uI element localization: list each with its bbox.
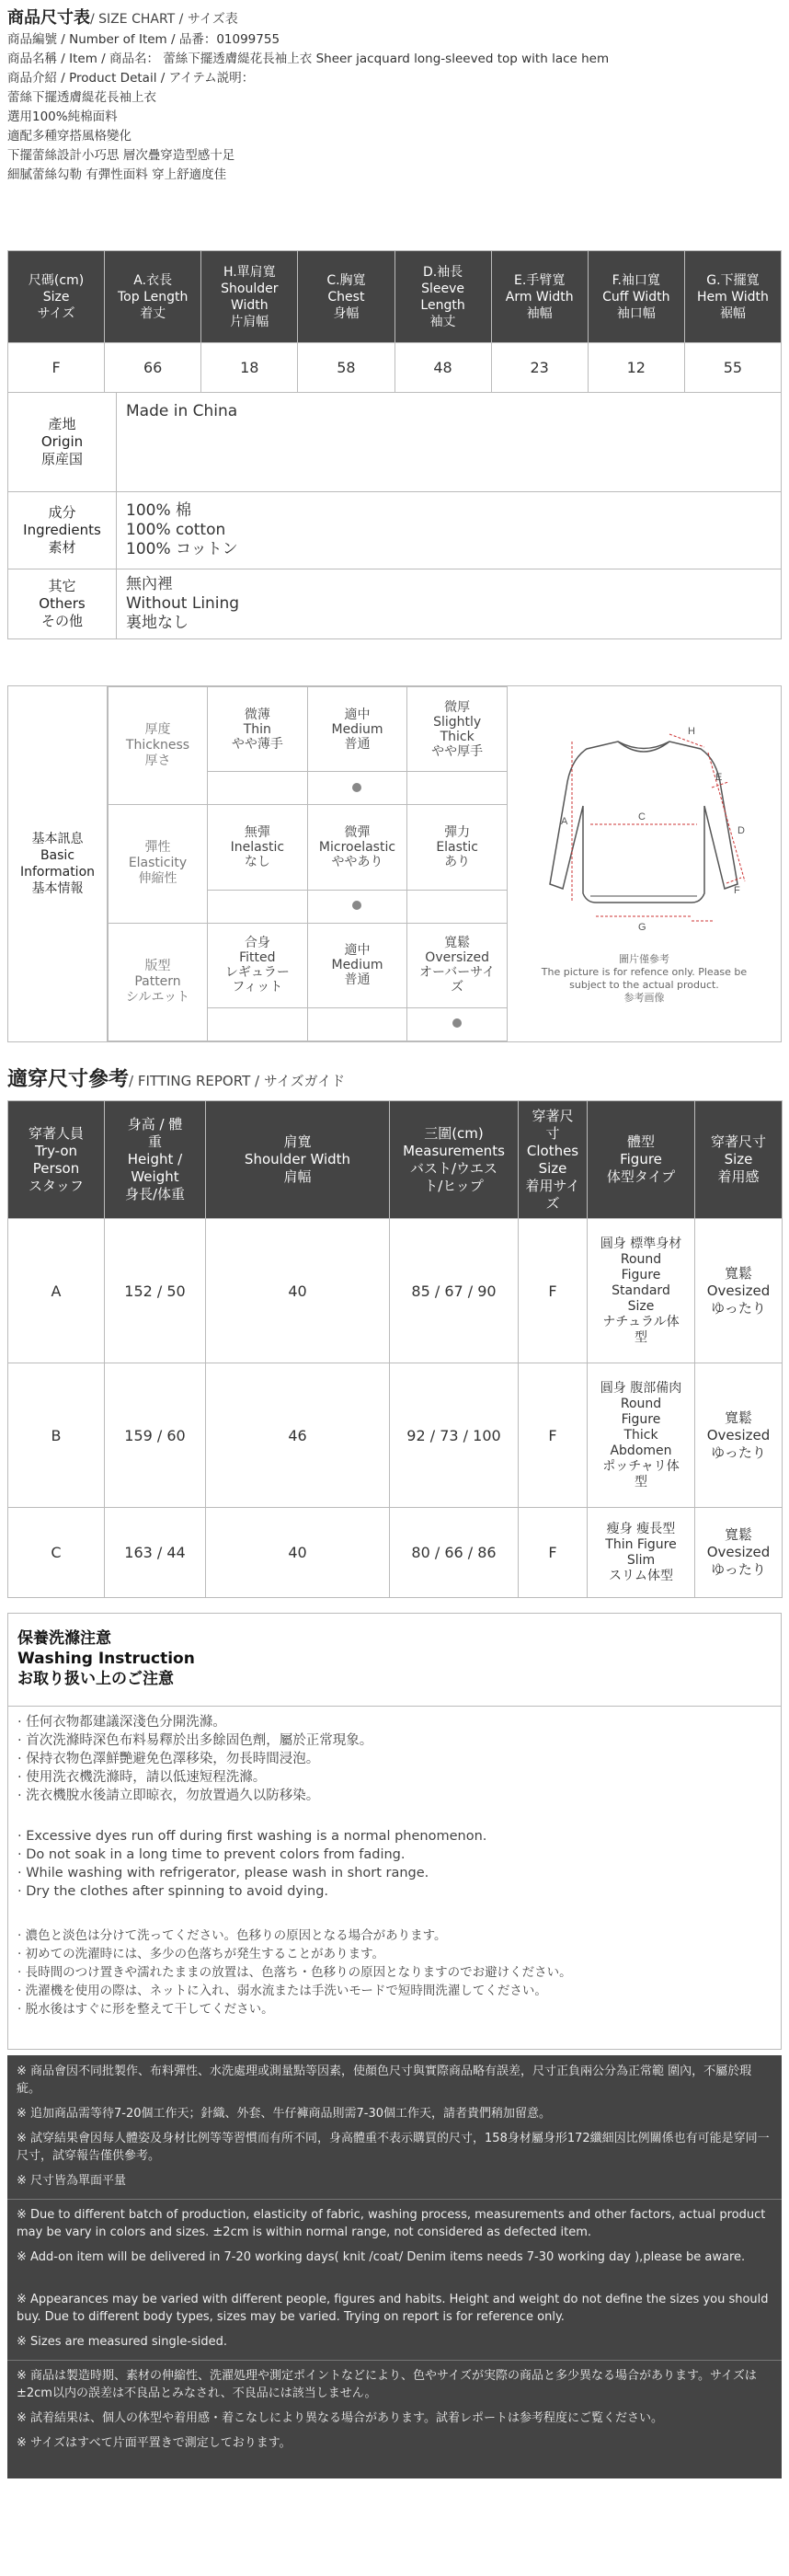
fitting-cell: C bbox=[8, 1508, 105, 1598]
garment-diagram bbox=[508, 686, 781, 1041]
basic-option: 合身 Fitted レギュラー フィット bbox=[208, 923, 308, 1007]
basic-option-marker bbox=[208, 772, 308, 805]
size-header-cell: E.手臂寬 Arm Width 袖幅 bbox=[491, 251, 588, 343]
basic-info-grid bbox=[108, 686, 508, 1041]
basic-option-marker bbox=[407, 890, 508, 923]
size-value-cell: 58 bbox=[298, 343, 394, 393]
fitting-header-cell: 穿著尺 寸 Clothes Size 着用サイ ズ bbox=[519, 1101, 588, 1219]
basic-option-marker bbox=[407, 772, 508, 805]
size-header-cell: 尺碼(cm) Size サイズ bbox=[8, 251, 105, 343]
selected-dot-icon bbox=[352, 901, 361, 910]
fitting-cell: 92 / 73 / 100 bbox=[390, 1363, 519, 1508]
header-line: 商品編號 / Number of Item / 品番：01099755 bbox=[7, 32, 280, 47]
sweater-measure-icon bbox=[508, 686, 781, 953]
header-line: 細膩蕾絲勾勒 有彈性面料 穿上舒適度佳 bbox=[7, 167, 227, 182]
fitting-header-cell: 穿著人員 Try-on Person スタッフ bbox=[8, 1101, 105, 1219]
notice-item: ※ サイズはすべて片面平置きで測定しております。 bbox=[17, 2436, 292, 2450]
svg-text:A: A bbox=[561, 816, 568, 827]
fitting-cell: F bbox=[519, 1219, 588, 1363]
size-value-cell: 66 bbox=[105, 343, 201, 393]
notice-item: ※ Add-on item will be delivered in 7-20 working days( knit /coat/ Denim items needs 7-30 working day ),please be aware. bbox=[17, 2250, 746, 2264]
fitting-cell: 寬鬆 Ovesized ゆったり bbox=[695, 1363, 783, 1508]
notice-item: ※ 試着結果は、個人の体型や着用感・着こなしにより異なる場合があります。試着レポートは参考程度にご覧ください。 bbox=[17, 2411, 663, 2425]
fitting-header-cell: 體型 Figure 体型タイプ bbox=[588, 1101, 695, 1219]
size-header-cell: A.衣長 Top Length 着丈 bbox=[105, 251, 201, 343]
basic-option: 無彈 Inelastic なし bbox=[208, 805, 308, 890]
fitting-cell: 46 bbox=[206, 1363, 390, 1508]
size-header-cell: C.胸寬 Chest 身幅 bbox=[298, 251, 394, 343]
fitting-cell: F bbox=[519, 1363, 588, 1508]
fitting-cell: F bbox=[519, 1508, 588, 1598]
size-value-cell: 23 bbox=[491, 343, 588, 393]
size-value-cell: 18 bbox=[201, 343, 298, 393]
header-line: 下擺蕾絲設計小巧思 層次疊穿造型感十足 bbox=[7, 148, 235, 163]
svg-text:F: F bbox=[734, 885, 740, 896]
basic-attr-label: 厚度 Thickness 厚さ bbox=[109, 687, 208, 805]
basic-option-marker bbox=[307, 890, 407, 923]
fitting-cell: 瘦身 瘦長型 Thin Figure Slim スリム体型 bbox=[588, 1508, 695, 1598]
svg-text:D: D bbox=[738, 825, 745, 836]
size-header-cell: H.單肩寬 Shoulder Width 片肩幅 bbox=[201, 251, 298, 343]
notice-item: ※ 試穿結果會因每人體姿及身材比例等等習慣而有所不同，身高體重不表示購買的尺寸，158身材屬身形172纖細因比例關係也有可能是穿同一尺寸，試穿報告僅供參考。 bbox=[17, 2132, 770, 2163]
size-header-cell: F.袖口寬 Cuff Width 袖口幅 bbox=[588, 251, 684, 343]
fitting-header-cell: 身高 / 體 重 Height / Weight 身長/体重 bbox=[105, 1101, 206, 1219]
diagram-caption: 圖片僅參考 The picture is for refence only. Please be subject to the actual product. 参考画像 bbox=[541, 953, 748, 1004]
header-line: 商品名稱 / Item / 商品名： 蕾絲下擺透膚緹花長袖上衣 Sheer jacquard long-sleeved top with lace hem bbox=[7, 52, 610, 66]
notice-item: ※ Appearances may be varied with different people, figures and habits. Height and weight do not define the sizes you should buy. Due to different body types, sizes may be varied. Trying on report is for reference only. bbox=[17, 2293, 769, 2324]
fitting-row bbox=[8, 1363, 783, 1508]
header-line: 選用100%純棉面料 bbox=[7, 109, 118, 124]
svg-text:H: H bbox=[688, 726, 695, 737]
basic-option: 適中 Medium 普通 bbox=[307, 687, 407, 772]
washing-en: · Excessive dyes run off during first washing is a normal phenomenon. · Do not soak in a long time to prevent colors from fading. · While washing with refrigerator, please wash in short range. · Dry the clothes after spinning to avoid dying. bbox=[17, 1829, 487, 1899]
selected-dot-icon bbox=[452, 1018, 462, 1028]
header bbox=[7, 7, 782, 185]
washing-instruction bbox=[7, 1613, 782, 2050]
fitting-report-title: 適穿尺寸參考/ FITTING REPORT / サイズガイド bbox=[7, 1068, 346, 1091]
notice-item: ※ 追加商品需等待7-20個工作天；針織、外套、牛仔褲商品則需7-30個工作天，請者貴們稍加留意。 bbox=[17, 2107, 552, 2121]
washing-title: 保養洗滌注意 Washing Instruction お取り扱い上のご注意 bbox=[17, 1629, 195, 1688]
fitting-cell: 80 / 66 / 86 bbox=[390, 1508, 519, 1598]
fitting-cell: 40 bbox=[206, 1219, 390, 1363]
fitting-cell: B bbox=[8, 1363, 105, 1508]
fitting-cell: 85 / 67 / 90 bbox=[390, 1219, 519, 1363]
fitting-cell: 159 / 60 bbox=[105, 1363, 206, 1508]
washing-divider bbox=[8, 1706, 781, 1707]
fitting-header-cell: 三圍(cm) Measurements バスト/ウエス ト/ヒップ bbox=[390, 1101, 519, 1219]
size-header-cell: G.下擺寬 Hem Width 裾幅 bbox=[684, 251, 781, 343]
page-title: 商品尺寸表/ SIZE CHART / サイズ表 bbox=[7, 8, 238, 28]
origin-label: 產地 Origin 原産国 bbox=[8, 393, 117, 492]
notice-item: ※ Due to different batch of production, elasticity of fabric, washing process, measurements and other factors, actual product may be vary in colors and sizes. ±2cm is within normal range, not considered as defected item. bbox=[17, 2208, 766, 2239]
ingredients-label: 成分 Ingredients 素材 bbox=[8, 492, 117, 569]
size-value-cell: F bbox=[8, 343, 105, 393]
fitting-report-table bbox=[7, 1100, 782, 1598]
fitting-cell: 圓身 腹部備肉 Round Figure Thick Abdomen ポッチャリ体 型 bbox=[588, 1363, 695, 1508]
washing-zh: · 任何衣物都建議深淺色分開洗滌。 · 首次洗滌時深色布料易釋於出多餘固色劑，屬於正常現象。 · 保持衣物色澤鮮艷避免色澤移染，勿長時間浸泡。 · 使用洗衣機洗滌時，請以低速短程洗滌。 · 洗衣機脫水後請立即晾衣，勿放置過久以防移染。 bbox=[17, 1715, 373, 1803]
svg-text:G: G bbox=[638, 922, 646, 933]
fitting-header-cell: 穿著尺寸 Size 着用感 bbox=[695, 1101, 783, 1219]
basic-option-marker bbox=[307, 1007, 407, 1041]
svg-text:E: E bbox=[715, 772, 723, 783]
fitting-row bbox=[8, 1219, 783, 1363]
fitting-header-cell: 肩寬 Shoulder Width 肩幅 bbox=[206, 1101, 390, 1219]
others-label: 其它 Others その他 bbox=[8, 569, 117, 639]
notice-item: ※ 商品會因不同批製作、布料彈性、水洗處理或測量點等因素，使顏色尺寸與實際商品略有誤差，尺寸正負兩公分為正常範 圍內，不屬於瑕疵。 bbox=[17, 2064, 752, 2096]
notice-divider bbox=[7, 2199, 782, 2200]
header-line: 商品介紹 / Product Detail / アイテム説明： bbox=[7, 71, 255, 86]
basic-info-section bbox=[7, 685, 782, 1042]
fitting-row bbox=[8, 1508, 783, 1598]
fitting-cell: 152 / 50 bbox=[105, 1219, 206, 1363]
basic-option: 寬鬆 Oversized オーバーサイ ズ bbox=[407, 923, 508, 1007]
size-value-cell: 55 bbox=[684, 343, 781, 393]
size-value-cell: 48 bbox=[394, 343, 491, 393]
fitting-cell: 163 / 44 bbox=[105, 1508, 206, 1598]
size-chart-table bbox=[7, 250, 782, 393]
fitting-cell: 寬鬆 Ovesized ゆったり bbox=[695, 1219, 783, 1363]
basic-option: 彈力 Elastic あり bbox=[407, 805, 508, 890]
header-line: 適配多種穿搭風格變化 bbox=[7, 129, 132, 144]
basic-option-marker bbox=[407, 1007, 508, 1041]
basic-option: 微彈 Microelastic ややあり bbox=[307, 805, 407, 890]
header-lines bbox=[7, 30, 782, 185]
svg-text:C: C bbox=[638, 811, 646, 822]
basic-info-label: 基本訊息 Basic Information 基本情報 bbox=[8, 686, 108, 1041]
basic-option: 適中 Medium 普通 bbox=[307, 923, 407, 1007]
fitting-cell: 寬鬆 Ovesized ゆったり bbox=[695, 1508, 783, 1598]
basic-attr-label: 版型 Pattern シルエット bbox=[109, 923, 208, 1041]
selected-dot-icon bbox=[352, 783, 361, 792]
fitting-cell: A bbox=[8, 1219, 105, 1363]
header-line: 蕾絲下擺透膚緹花長袖上衣 bbox=[7, 90, 156, 105]
ingredients-value: 100% 棉 100% cotton 100% コットン bbox=[117, 492, 782, 569]
basic-option-marker bbox=[208, 1007, 308, 1041]
notice-divider bbox=[7, 2360, 782, 2361]
size-value-cell: 12 bbox=[588, 343, 684, 393]
product-info-table bbox=[7, 392, 782, 639]
others-value: 無內裡 Without Lining 裏地なし bbox=[117, 569, 782, 639]
basic-option: 微厚 Slightly Thick やや厚手 bbox=[407, 687, 508, 772]
basic-option: 微薄 Thin やや薄手 bbox=[208, 687, 308, 772]
washing-ja: · 濃色と淡色は分けて洗ってください。色移りの原因となる場合があります。 · 初めての洗濯時には、多少の色落ちが発生することがあります。 · 長時間のつけ置きや濡れたままの放置は、色落ち・色移りの原因となりますのでお避けください。 · 洗濯機を使用の際は、ネットに入れ、弱水流または手洗いモードで短時間洗濯してください。 · 脱水後はすぐに形を整えて干してください。 bbox=[17, 1928, 572, 2017]
fitting-cell: 圓身 標準身材 Round Figure Standard Size ナチュラル体 型 bbox=[588, 1219, 695, 1363]
basic-option-marker bbox=[208, 890, 308, 923]
basic-attr-label: 彈性 Elasticity 伸縮性 bbox=[109, 805, 208, 923]
notice-item: ※ Sizes are measured single-sided. bbox=[17, 2335, 228, 2349]
size-header-cell: D.袖長 Sleeve Length 袖丈 bbox=[394, 251, 491, 343]
basic-option-marker bbox=[307, 772, 407, 805]
notice-item: ※ 商品は製造時期、素材の伸縮性、洗濯処理や測定ポイントなどにより、色やサイズが実際の商品と多少異なる場合があります。サイズは±2cm以内の誤差は不良品とみなされ、不良品には該当しません。 bbox=[17, 2369, 757, 2400]
fitting-cell: 40 bbox=[206, 1508, 390, 1598]
notice-item: ※ 尺寸皆為單面平量 bbox=[17, 2174, 127, 2188]
origin-value: Made in China bbox=[117, 393, 782, 492]
notice-panel bbox=[7, 2055, 782, 2478]
